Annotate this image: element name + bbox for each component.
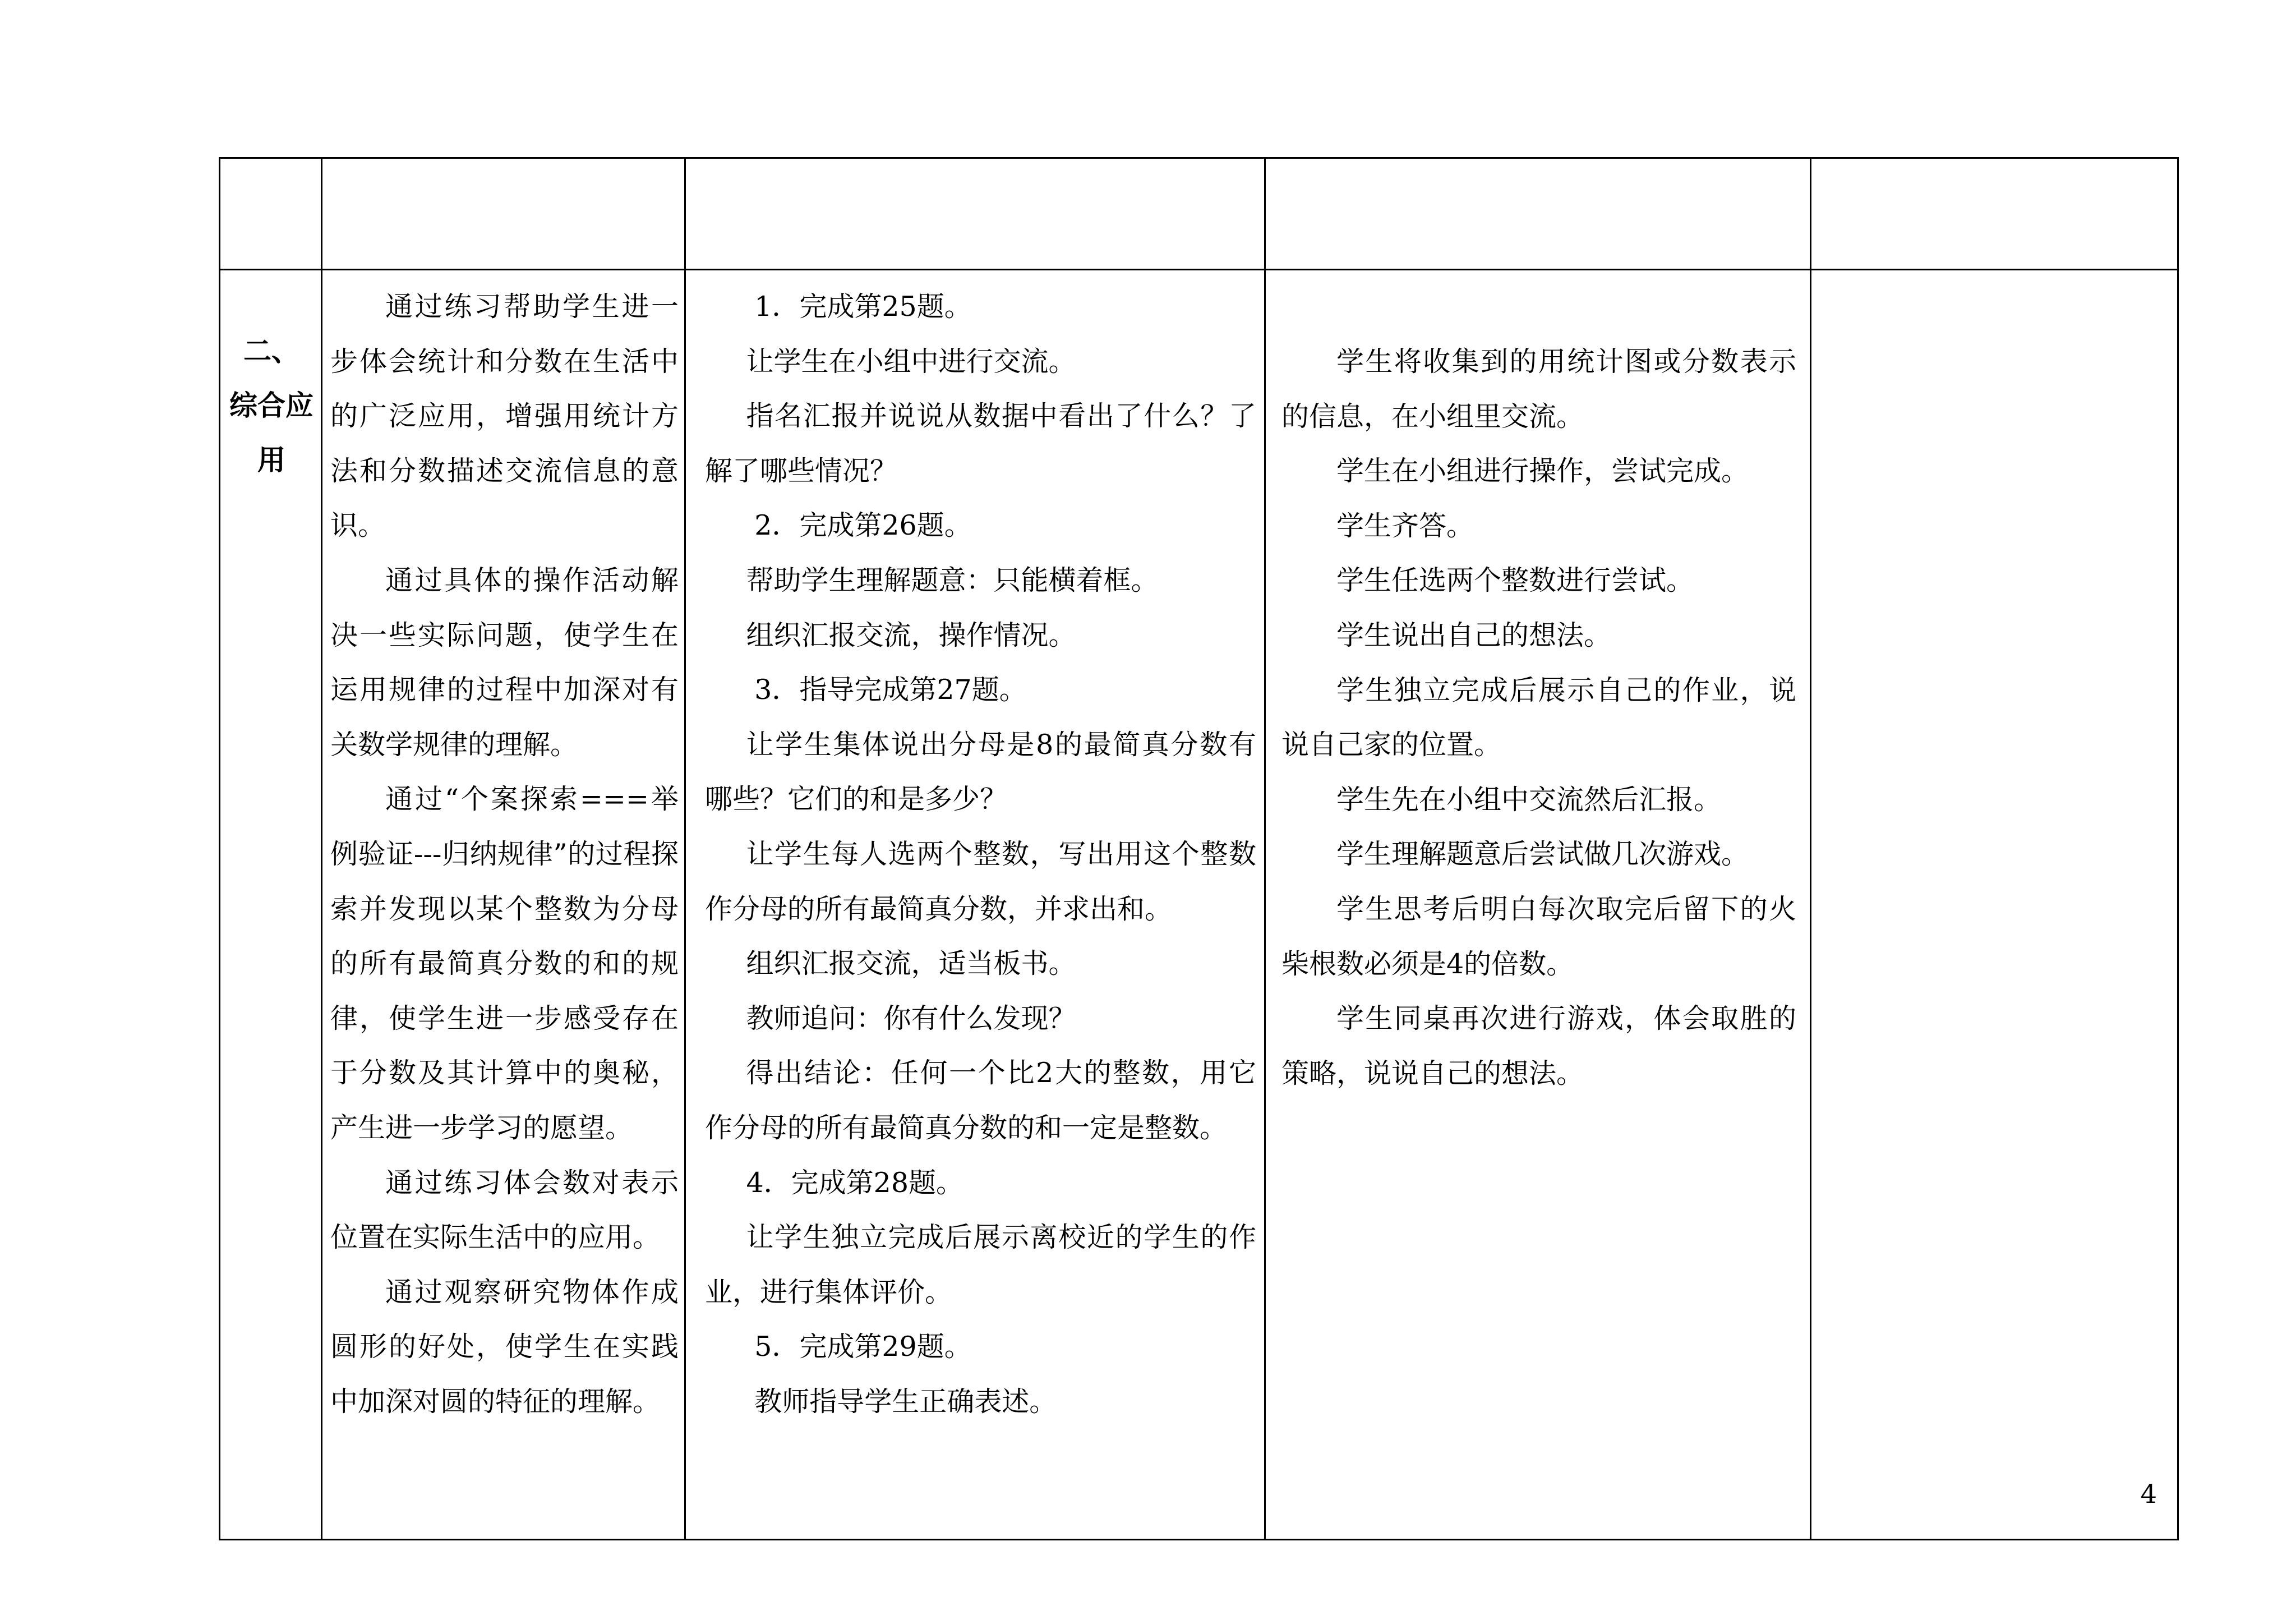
lesson-plan-table [219, 157, 2179, 1540]
table-row-empty [220, 158, 2178, 270]
notes-cell [1811, 270, 2178, 1540]
goal-paragraph: 通过观察研究物体作成圆形的好处，使学生在实践中加深对圆的特征的理解。 [330, 1276, 679, 1418]
teacher-activity: 让学生每人选两个整数，写出用这个整数作分母的所有最简真分数，并求出和。 [705, 838, 1256, 925]
teacher-activity: 组织汇报交流，操作情况。 [746, 619, 1076, 651]
teacher-activity: 让学生独立完成后展示离校近的学生的作业，进行集体评价。 [705, 1221, 1256, 1308]
teacher-activity: 教师追问：你有什么发现？ [746, 1002, 1076, 1034]
student-activity: 学生理解题意后尝试做几次游戏。 [1336, 838, 1749, 871]
teacher-activities-cell [685, 270, 1265, 1540]
goal-paragraph: 通过具体的操作活动解决一些实际问题，使学生在运用规律的过程中加深对有关数学规律的理解。 [330, 564, 679, 761]
student-activity: 学生在小组进行操作，尝试完成。 [1336, 455, 1749, 487]
teacher-activity: 2．完成第26题。 [754, 509, 972, 542]
teacher-activity: 帮助学生理解题意：只能横着框。 [746, 564, 1159, 596]
stage-label: 综合应 [229, 389, 313, 422]
student-activity: 学生先在小组中交流然后汇报。 [1336, 783, 1722, 816]
empty-cell [1811, 158, 2178, 270]
teacher-activity: 得出结论：任何一个比2大的整数，用它作分母的所有最简真分数的和一定是整数。 [705, 1057, 1256, 1144]
goal-paragraph: 通过练习帮助学生进一步体会统计和分数在生活中的广泛应用，增强用统计方法和分数描述交流信息的意识。 [330, 291, 679, 542]
stage-label: 二、 [243, 335, 299, 367]
teacher-activity: 5．完成第29题。 [754, 1331, 972, 1363]
teacher-activity: 组织汇报交流，适当板书。 [746, 947, 1076, 980]
empty-cell [685, 158, 1265, 270]
student-activity: 学生思考后明白每次取完后留下的火柴根数必须是4的倍数。 [1281, 892, 1796, 980]
teacher-activity: 指名汇报并说说从数据中看出了什么？了解了哪些情况？ [705, 400, 1256, 487]
empty-cell [220, 158, 322, 270]
goal-paragraph: 通过练习体会数对表示位置在实际生活中的应用。 [330, 1166, 679, 1254]
teacher-activity: 教师指导学生正确表述。 [754, 1385, 1057, 1418]
goal-paragraph: 通过“个案探索===举例验证---归纳规律”的过程探索并发现以某个整数为分母的所有最简真分数的和的规律，使学生进一步感受存在于分数及其计算中的奥秘，产生进一步学习的愿望。 [330, 783, 679, 1144]
table-row-comprehensive-application [220, 270, 2178, 1540]
student-activities-cell [1265, 270, 1811, 1540]
teacher-activity: 让学生集体说出分母是8的最简真分数有哪些？它们的和是多少？ [705, 728, 1256, 816]
student-activity: 学生同桌再次进行游戏，体会取胜的策略，说说自己的想法。 [1281, 1002, 1796, 1089]
student-activity: 学生将收集到的用统计图或分数表示的信息，在小组里交流。 [1281, 346, 1796, 433]
goals-cell [322, 270, 685, 1540]
stage-label: 用 [257, 444, 285, 476]
teacher-activity: 1．完成第25题。 [754, 291, 972, 323]
student-activity: 学生齐答。 [1336, 509, 1474, 542]
student-activity: 学生说出自己的想法。 [1336, 619, 1612, 651]
page-number: 4 [2140, 1479, 2157, 1509]
empty-cell [1265, 158, 1811, 270]
teacher-activity: 4．完成第28题。 [746, 1166, 964, 1199]
student-activity: 学生独立完成后展示自己的作业，说说自己家的位置。 [1281, 674, 1796, 761]
empty-cell [322, 158, 685, 270]
teacher-activity: 让学生在小组中进行交流。 [746, 345, 1076, 378]
stage-cell [220, 270, 322, 1540]
student-activity: 学生任选两个整数进行尝试。 [1336, 564, 1694, 597]
teacher-activity: 3．指导完成第27题。 [754, 674, 1027, 706]
